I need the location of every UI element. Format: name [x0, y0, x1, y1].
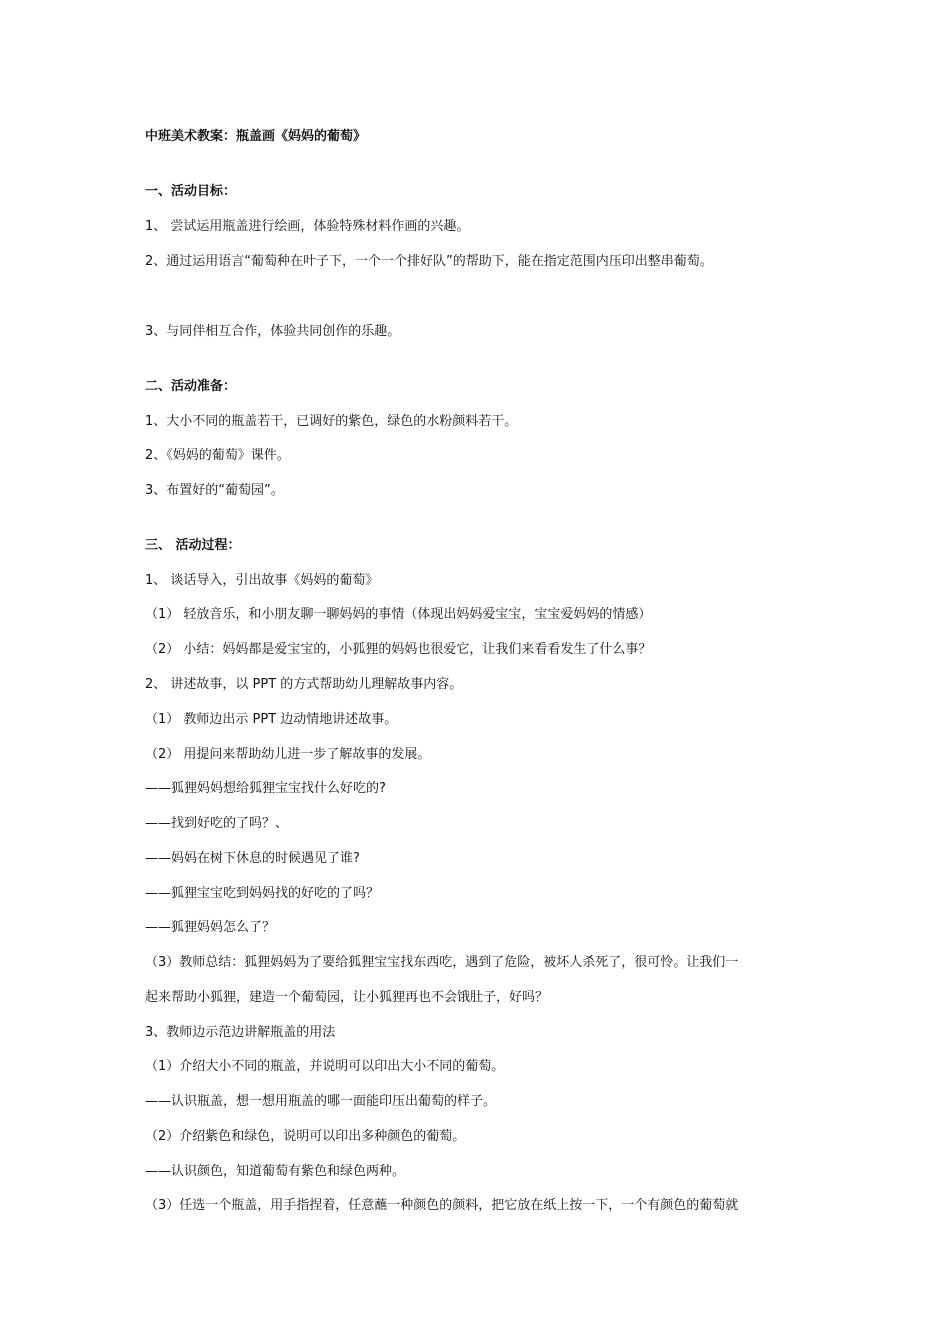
process-line: ——认识颜色，知道葡萄有紫色和绿色两种。 [145, 1164, 406, 1179]
process-line: （1）介绍大小不同的瓶盖，并说明可以印出大小不同的葡萄。 [145, 1059, 505, 1074]
section-heading-process: 三、 活动过程： [145, 538, 241, 553]
process-line: ——狐狸宝宝吃到妈妈找的好吃的了吗？ [145, 886, 380, 901]
process-line: 2、 讲述故事，以 PPT 的方式帮助幼儿理解故事内容。 [145, 677, 463, 692]
process-line: （1） 教师边出示 PPT 边动情地讲述故事。 [145, 712, 398, 727]
process-line: ——狐狸妈妈想给狐狸宝宝找什么好吃的? [145, 781, 386, 796]
process-line: （1） 轻放音乐，和小朋友聊一聊妈妈的事情（体现出妈妈爱宝宝，宝宝爱妈妈的情感） [145, 607, 652, 622]
process-line: 1、 谈话导入，引出故事《妈妈的葡萄》 [145, 573, 379, 588]
preparation-item: 3、布置好的“葡萄园”。 [145, 483, 284, 498]
process-line: （2） 小结：妈妈都是爱宝宝的，小狐狸的妈妈也很爱它，让我们来看看发生了什么事？ [145, 642, 652, 657]
process-line: ——狐狸妈妈怎么了？ [145, 920, 276, 935]
process-line: ——找到好吃的了吗？、 [145, 816, 289, 831]
process-line: （3）任选一个瓶盖，用手指捏着，任意蘸一种颜色的颜料，把它放在纸上按一下，一个有颜色的葡萄就 [145, 1198, 739, 1213]
preparation-item: 2、《妈妈的葡萄》课件。 [145, 448, 290, 463]
document-title: 中班美术教案：瓶盖画《妈妈的葡萄》 [145, 129, 367, 144]
preparation-item: 1、大小不同的瓶盖若干，已调好的紫色，绿色的水粉颜料若干。 [145, 414, 518, 429]
section-heading-goals: 一、活动目标： [145, 184, 237, 199]
goal-item: 1、 尝试运用瓶盖进行绘画，体验特殊材料作画的兴趣。 [145, 219, 470, 234]
process-line: 3、教师边示范边讲解瓶盖的用法 [145, 1025, 336, 1040]
process-line: （3）教师总结：狐狸妈妈为了要给狐狸宝宝找东西吃，遇到了危险，被坏人杀死了，很可怜。让我们一 [145, 955, 739, 970]
process-line: 起来帮助小狐狸，建造一个葡萄园，让小狐狸再也不会饿肚子，好吗？ [145, 990, 549, 1005]
section-heading-preparation: 二、活动准备： [145, 379, 237, 394]
process-line: ——妈妈在树下休息的时候遇见了谁? [145, 851, 360, 866]
goal-item: 3、与同伴相互合作，体验共同创作的乐趣。 [145, 324, 401, 339]
goal-item: 2、通过运用语言“葡萄种在叶子下，一个一个排好队”的帮助下，能在指定范围内压印出整串葡萄。 [145, 254, 713, 269]
process-line: ——认识瓶盖，想一想用瓶盖的哪一面能印压出葡萄的样子。 [145, 1094, 497, 1109]
process-line: （2） 用提问来帮助幼儿进一步了解故事的发展。 [145, 747, 431, 762]
process-line: （2）介绍紫色和绿色，说明可以印出多种颜色的葡萄。 [145, 1129, 466, 1144]
